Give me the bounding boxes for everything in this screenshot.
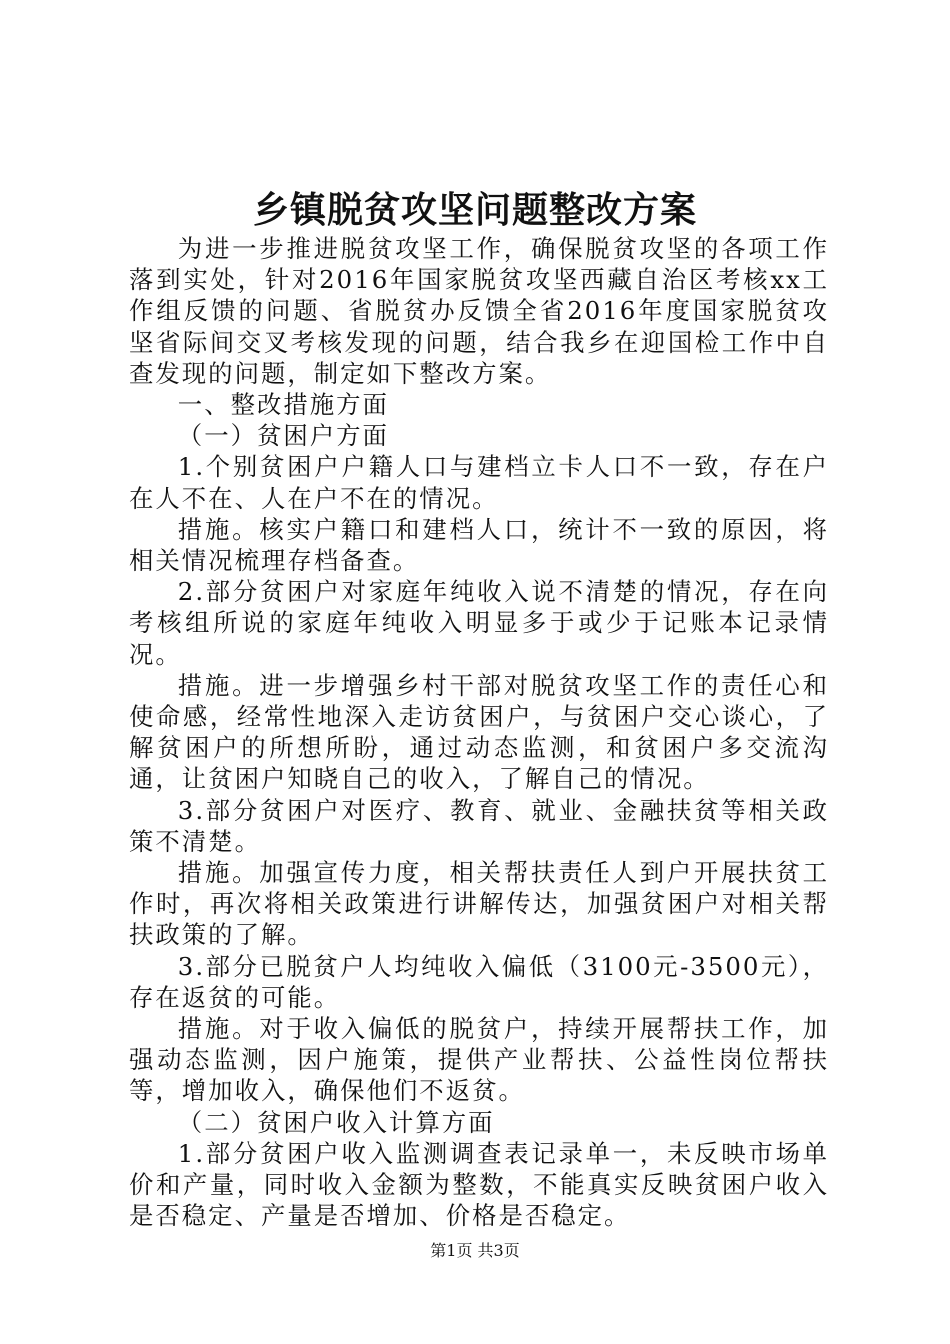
paragraph-intro: 为进一步推进脱贫攻坚工作，确保脱贫攻坚的各项工作落到实处，针对2016年国家脱贫攻坚西藏自治区考核xx工作组反馈的问题、省脱贫办反馈全省2016年度国家脱贫攻坚省际间交叉考核发现的问题，结合我乡在迎国检工作中自查发现的问题，制定如下整改方案。 [129, 234, 829, 388]
measure-paragraph: 措施。核实户籍口和建档人口，统计不一致的原因，将相关情况梳理存档备查。 [129, 514, 829, 576]
issue-paragraph: 1.个别贫困户户籍人口与建档立卡人口不一致，存在户在人不在、人在户不在的情况。 [129, 452, 829, 513]
section-heading: 一、整改措施方面 [177, 390, 389, 420]
issue-paragraph: 3.部分贫困户对医疗、教育、就业、金融扶贫等相关政策不清楚。 [129, 795, 829, 856]
document-body [129, 233, 829, 1232]
page-footer: 第1页 共3页 [430, 1241, 520, 1260]
document-title: 乡镇脱贫攻坚问题整改方案 [252, 189, 697, 231]
measure-paragraph: 措施。进一步增强乡村干部对脱贫攻坚工作的责任心和使命感，经常性地深入走访贫困户，与贫困户交心谈心，了解贫困户的所想所盼，通过动态监测，和贫困户多交流沟通，让贫困户知晓自己的收入，了解自己的情况。 [129, 670, 829, 794]
issue-paragraph: 2.部分贫困户对家庭年纯收入说不清楚的情况，存在向考核组所说的家庭年纯收入明显多于或少于记账本记录情况。 [129, 577, 829, 669]
issue-paragraph: 1.部分贫困户收入监测调查表记录单一，未反映市场单价和产量，同时收入金额为整数，不能真实反映贫困户收入是否稳定、产量是否增加、价格是否稳定。 [129, 1138, 829, 1231]
issue-paragraph: 3.部分已脱贫户人均纯收入偏低（3100元-3500元），存在返贫的可能。 [129, 951, 829, 1012]
measure-paragraph: 措施。对于收入偏低的脱贫户，持续开展帮扶工作，加强动态监测，因户施策，提供产业帮扶、公益性岗位帮扶等，增加收入，确保他们不返贫。 [129, 1014, 829, 1106]
subsection-heading: （二）贫困户收入计算方面 [177, 1107, 495, 1137]
measure-paragraph: 措施。加强宣传力度，相关帮扶责任人到户开展扶贫工作时，再次将相关政策进行讲解传达，加强贫困户对相关帮扶政策的了解。 [129, 858, 829, 950]
subsection-heading: （一）贫困户方面 [177, 421, 389, 451]
